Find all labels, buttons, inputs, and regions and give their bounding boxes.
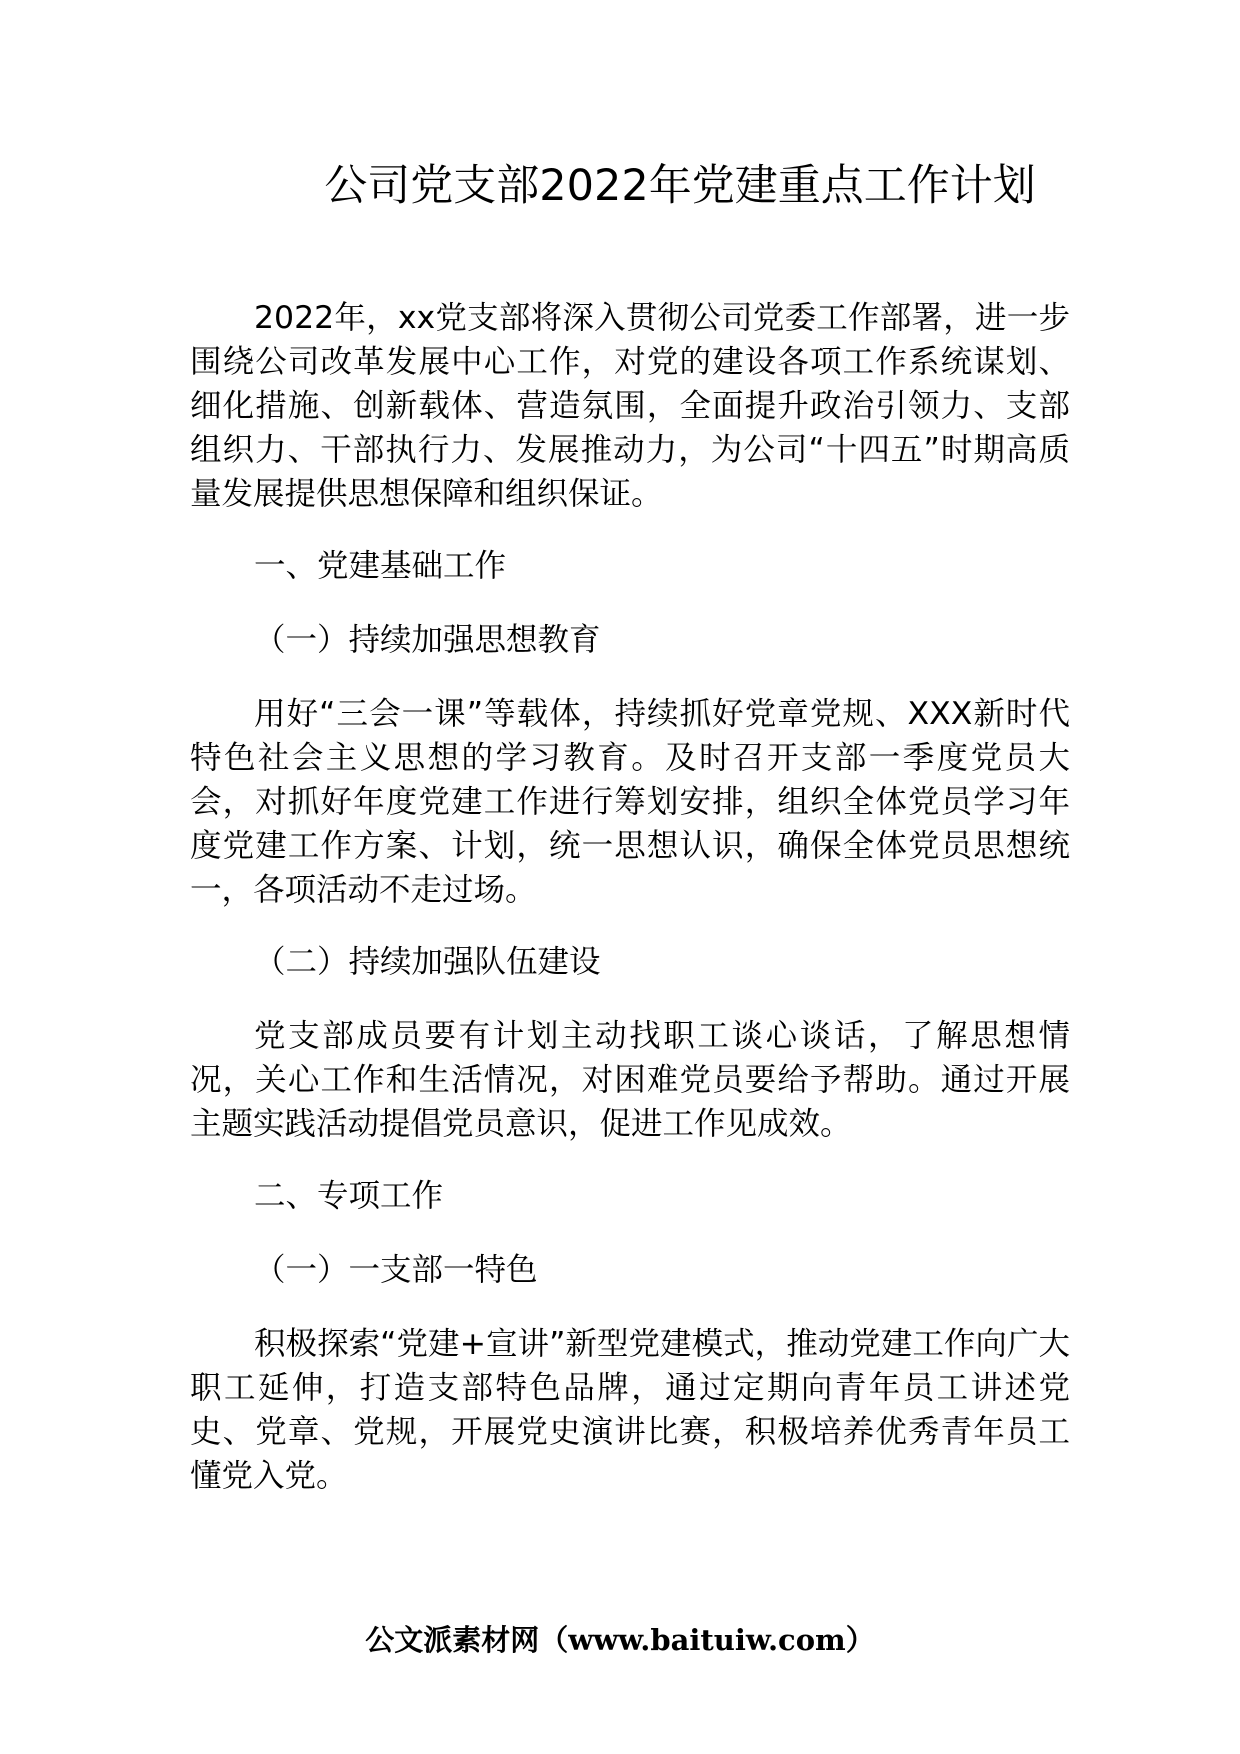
section-1-sub-1-paragraph: 用好“三会一课”等载体，持续抓好党章党规、XXX新时代特色社会主义思想的学习教育。及时召开支部一季度党员大会，对抓好年度党建工作进行筹划安排，组织全体党员学习年度党建工作方案、计划，统一思想认识，确保全体党员思想统一，各项活动不走过场。 [190, 696, 1070, 908]
document-title: 公司党支部2022年党建重点工作计划 [324, 161, 1036, 211]
section-1-sub-1-heading: （一）持续加强思想教育 [254, 622, 601, 658]
section-1-heading: 一、党建基础工作 [254, 548, 507, 584]
intro-paragraph: 2022年，xx党支部将深入贯彻公司党委工作部署，进一步围绕公司改革发展中心工作，对党的建设各项工作系统谋划、细化措施、创新载体、营造氛围，全面提升政治引领力、支部组织力、干部执行力、发展推动力，为公司“十四五”时期高质量发展提供思想保障和组织保证。 [190, 300, 1070, 512]
section-2-heading: 二、专项工作 [254, 1178, 444, 1214]
document-body [190, 296, 1070, 1498]
section-1-sub-2-heading: （二）持续加强队伍建设 [254, 944, 601, 980]
section-1-sub-2-paragraph: 党支部成员要有计划主动找职工谈心谈话，了解思想情况，关心工作和生活情况，对困难党员要给予帮助。通过开展主题实践活动提倡党员意识，促进工作见成效。 [190, 1018, 1070, 1142]
section-2-sub-1-paragraph: 积极探索“党建+宣讲”新型党建模式，推动党建工作向广大职工延伸，打造支部特色品牌，通过定期向青年员工讲述党史、党章、党规，开展党史演讲比赛，积极培养优秀青年员工懂党入党。 [190, 1326, 1070, 1494]
section-2-sub-1-heading: （一）一支部一特色 [254, 1252, 538, 1288]
footer-watermark: 公文派素材网（www.baituiw.com） [365, 1623, 875, 1657]
